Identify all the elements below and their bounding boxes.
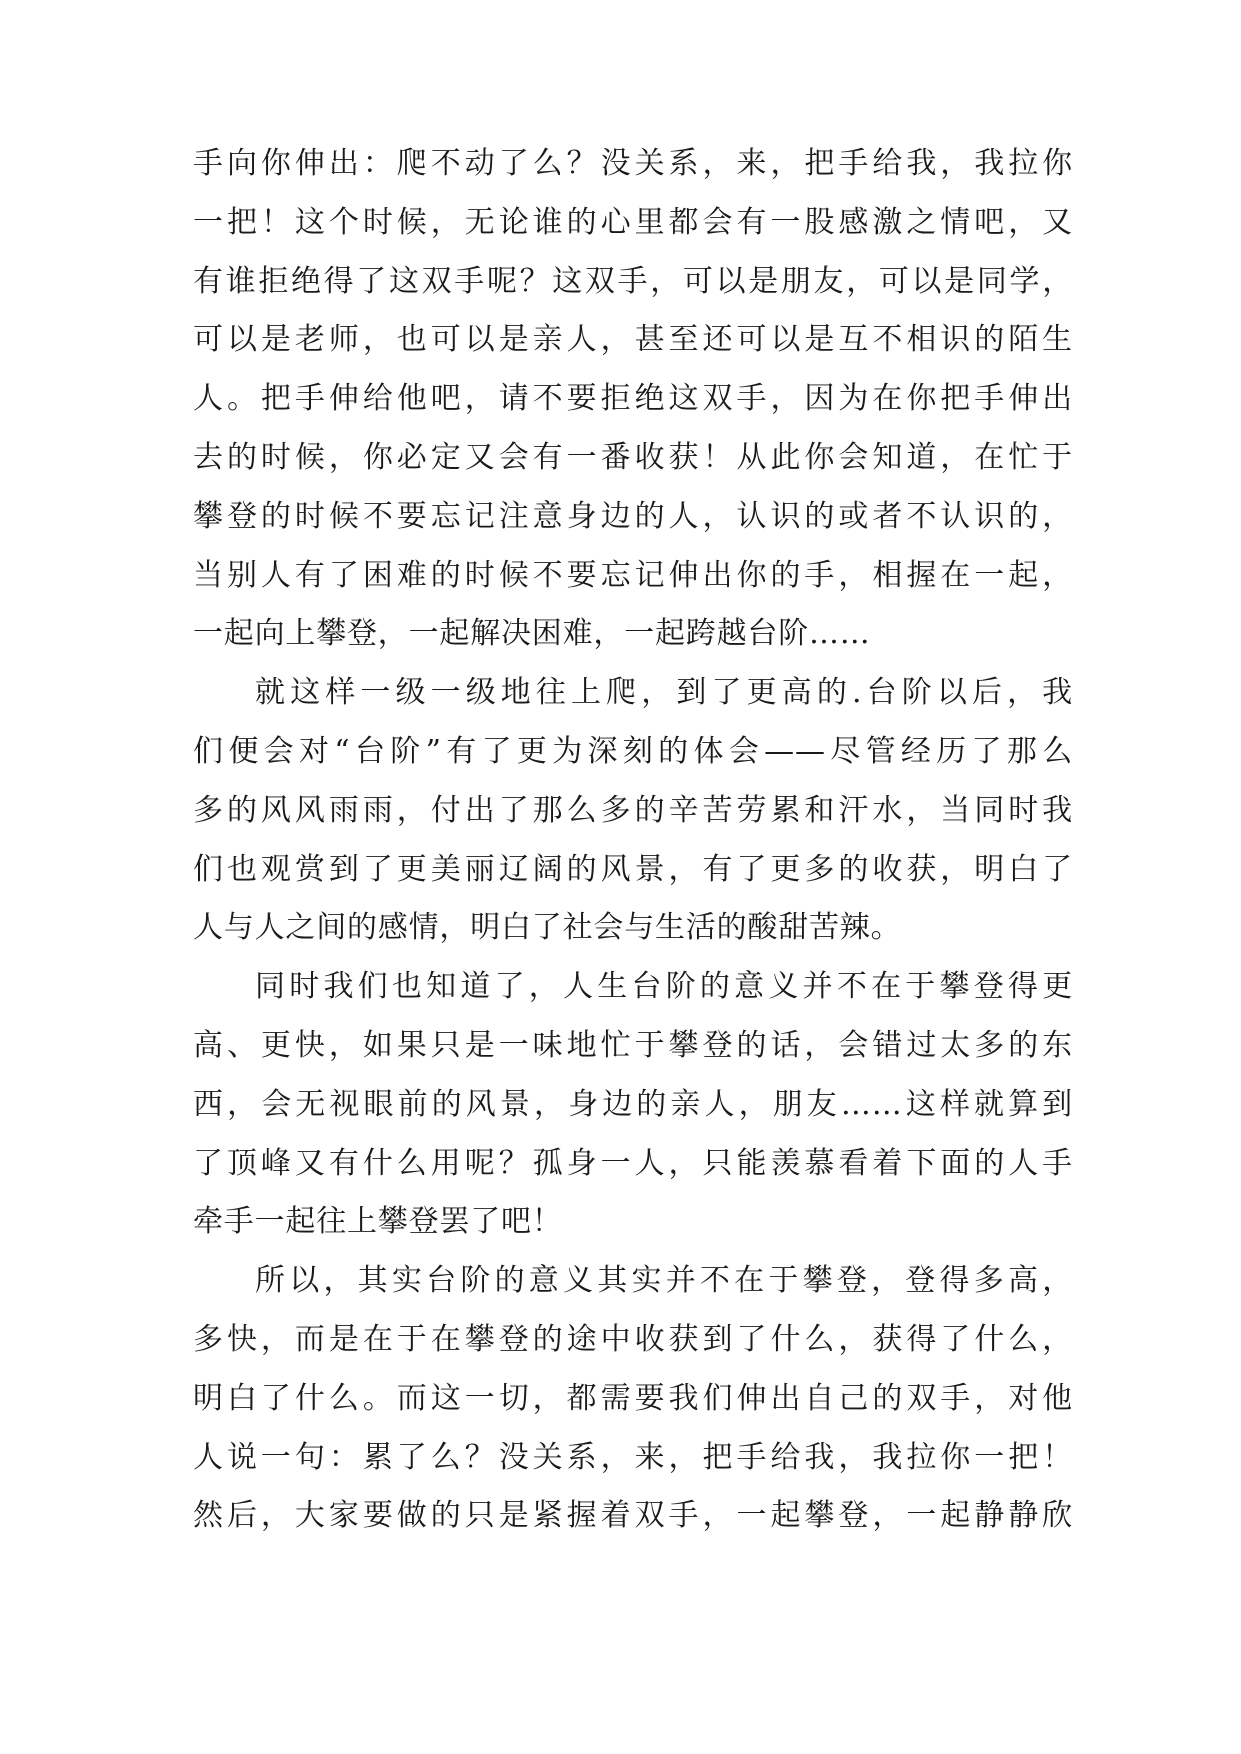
text-line: 一起向上攀登，一起解决困难，一起跨越台阶…… bbox=[193, 616, 871, 652]
text-line: 西，会无视眼前的风景，身边的亲人，朋友……这样就算到 bbox=[193, 1086, 1073, 1122]
text-line: 高、更快，如果只是一味地忙于攀登的话，会错过太多的东 bbox=[193, 1027, 1073, 1063]
text-line: 人。把手伸给他吧，请不要拒绝这双手，因为在你把手伸出 bbox=[193, 381, 1073, 417]
text-line: 当别人有了困难的时候不要忘记伸出你的手，相握在一起， bbox=[193, 557, 1073, 593]
body-text bbox=[193, 135, 1073, 1546]
paragraph-first-line: 就这样一级一级地往上爬，到了更高的.台阶以后，我 bbox=[255, 675, 1073, 711]
text-line: 明白了什么。而这一切，都需要我们伸出自己的双手，对他 bbox=[193, 1380, 1073, 1416]
text-line: 多快，而是在于在攀登的途中收获到了什么，获得了什么， bbox=[193, 1321, 1073, 1357]
paragraph-first-line: 所以，其实台阶的意义其实并不在于攀登，登得多高， bbox=[255, 1263, 1073, 1299]
text-line: 人说一句：累了么？没关系，来，把手给我，我拉你一把！ bbox=[193, 1439, 1073, 1475]
text-line: 攀登的时候不要忘记注意身边的人，认识的或者不认识的， bbox=[193, 498, 1073, 534]
text-line: 了顶峰又有什么用呢？孤身一人，只能羡慕看着下面的人手 bbox=[193, 1145, 1073, 1181]
text-line: 多的风风雨雨，付出了那么多的辛苦劳累和汗水，当同时我 bbox=[193, 792, 1073, 828]
text-line: 然后，大家要做的只是紧握着双手，一起攀登，一起静静欣 bbox=[193, 1498, 1073, 1534]
text-line: 牵手一起往上攀登罢了吧！ bbox=[193, 1204, 563, 1240]
text-line: 们也观赏到了更美丽辽阔的风景，有了更多的收获，明白了 bbox=[193, 851, 1073, 887]
text-line: 一把！这个时候，无论谁的心里都会有一股感激之情吧，又 bbox=[193, 204, 1073, 240]
text-line: 人与人之间的感情，明白了社会与生活的酸甜苦辣。 bbox=[193, 910, 902, 946]
text-line: 们便会对“台阶”有了更为深刻的体会——尽管经历了那么 bbox=[193, 733, 1073, 769]
text-line: 有谁拒绝得了这双手呢？这双手，可以是朋友，可以是同学， bbox=[193, 263, 1073, 299]
text-line: 去的时候，你必定又会有一番收获！从此你会知道，在忙于 bbox=[193, 439, 1073, 475]
text-line: 手向你伸出：爬不动了么？没关系，来，把手给我，我拉你 bbox=[193, 146, 1073, 181]
text-line: 可以是老师，也可以是亲人，甚至还可以是互不相识的陌生 bbox=[193, 322, 1073, 358]
paragraph-first-line: 同时我们也知道了，人生台阶的意义并不在于攀登得更 bbox=[255, 969, 1073, 1005]
